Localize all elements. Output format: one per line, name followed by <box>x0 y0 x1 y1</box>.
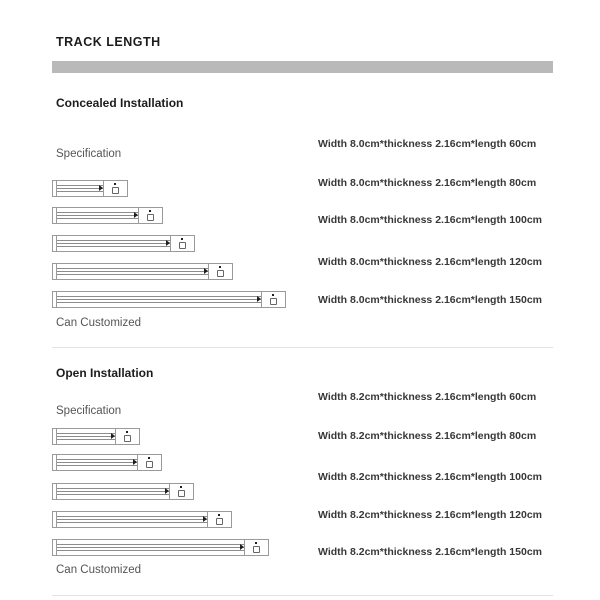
connector-square <box>124 435 131 442</box>
track-diagram-150cm <box>52 291 286 308</box>
track-rail-line <box>57 268 208 269</box>
track-rail-line <box>57 462 137 463</box>
track-rail-line <box>57 491 169 492</box>
connector-square <box>216 518 223 525</box>
connector-square <box>270 298 277 305</box>
track-diagram-100cm <box>52 235 195 252</box>
track-diagram-80cm <box>52 454 162 471</box>
track-rail-line <box>57 185 103 186</box>
connector-dot <box>114 183 116 185</box>
track-diagram-80cm <box>52 207 163 224</box>
connector-square <box>179 242 186 249</box>
spec-text-60cm: Width 8.2cm*thickness 2.16cm*length 60cm <box>318 391 537 403</box>
track-rail-line <box>57 240 170 241</box>
connector-box <box>171 236 194 251</box>
track-rail-line <box>57 212 138 213</box>
track-rail-line <box>57 191 103 192</box>
track-rail-line <box>57 299 261 300</box>
track-rail-line <box>57 544 244 545</box>
spec-text-80cm: Width 8.0cm*thickness 2.16cm*length 80cm <box>318 177 537 189</box>
track-diagram-120cm <box>52 511 232 528</box>
connector-box <box>208 512 231 527</box>
connector-dot <box>255 542 257 544</box>
connector-box <box>139 208 162 223</box>
connector-square <box>112 187 119 194</box>
connector-box <box>170 484 193 499</box>
connector-box <box>262 292 285 307</box>
connector-dot <box>126 431 128 433</box>
connector-dot <box>149 210 151 212</box>
track-rail-line <box>57 274 208 275</box>
track-rail-line <box>57 488 169 489</box>
spec-text-120cm: Width 8.0cm*thickness 2.16cm*length 120cm <box>318 256 542 268</box>
page-title: TRACK LENGTH <box>56 35 161 49</box>
section-divider <box>52 347 553 348</box>
connector-square <box>217 270 224 277</box>
connector-dot <box>148 457 150 459</box>
track-rail-line <box>57 246 170 247</box>
track-rail-line <box>57 302 261 303</box>
spec-text-100cm: Width 8.2cm*thickness 2.16cm*length 100cm <box>318 471 542 483</box>
connector-box <box>116 429 139 444</box>
connector-square <box>178 490 185 497</box>
connector-dot <box>219 266 221 268</box>
track-rail-line <box>57 243 170 244</box>
specification-label: Specification <box>56 148 122 160</box>
section-heading-concealed: Concealed Installation <box>56 96 184 110</box>
section-divider <box>52 595 553 596</box>
track-rail-line <box>57 550 244 551</box>
connector-square <box>253 546 260 553</box>
track-rail-line <box>57 459 137 460</box>
track-rail-line <box>57 439 115 440</box>
connector-box <box>104 181 127 196</box>
section-heading-open: Open Installation <box>56 366 154 380</box>
track-rail-line <box>57 215 138 216</box>
spec-text-120cm: Width 8.2cm*thickness 2.16cm*length 120cm <box>318 509 542 521</box>
connector-box <box>209 264 232 279</box>
track-rail-line <box>57 271 208 272</box>
connector-box <box>138 455 161 470</box>
track-diagram-150cm <box>52 539 269 556</box>
spec-text-80cm: Width 8.2cm*thickness 2.16cm*length 80cm <box>318 430 537 442</box>
specification-label: Specification <box>56 405 122 417</box>
title-underline-bar <box>52 61 553 73</box>
track-diagram-100cm <box>52 483 194 500</box>
track-diagram-60cm <box>52 180 128 197</box>
connector-dot <box>272 294 274 296</box>
spec-text-60cm: Width 8.0cm*thickness 2.16cm*length 60cm <box>318 138 537 150</box>
connector-dot <box>180 486 182 488</box>
track-rail-line <box>57 519 207 520</box>
can-customized-note: Can Customized <box>56 564 142 576</box>
connector-dot <box>218 514 220 516</box>
spec-text-150cm: Width 8.0cm*thickness 2.16cm*length 150cm <box>318 294 542 306</box>
track-rail-line <box>57 436 115 437</box>
connector-box <box>245 540 268 555</box>
track-rail-line <box>57 433 115 434</box>
connector-dot <box>181 238 183 240</box>
track-rail-line <box>57 188 103 189</box>
connector-square <box>147 214 154 221</box>
track-rail-line <box>57 218 138 219</box>
track-diagram-60cm <box>52 428 140 445</box>
track-rail-line <box>57 296 261 297</box>
track-rail-line <box>57 494 169 495</box>
track-rail-line <box>57 465 137 466</box>
connector-square <box>146 461 153 468</box>
track-rail-line <box>57 547 244 548</box>
spec-text-150cm: Width 8.2cm*thickness 2.16cm*length 150cm <box>318 546 542 558</box>
track-diagram-120cm <box>52 263 233 280</box>
track-rail-line <box>57 516 207 517</box>
spec-text-100cm: Width 8.0cm*thickness 2.16cm*length 100cm <box>318 214 542 226</box>
can-customized-note: Can Customized <box>56 317 142 329</box>
track-rail-line <box>57 522 207 523</box>
